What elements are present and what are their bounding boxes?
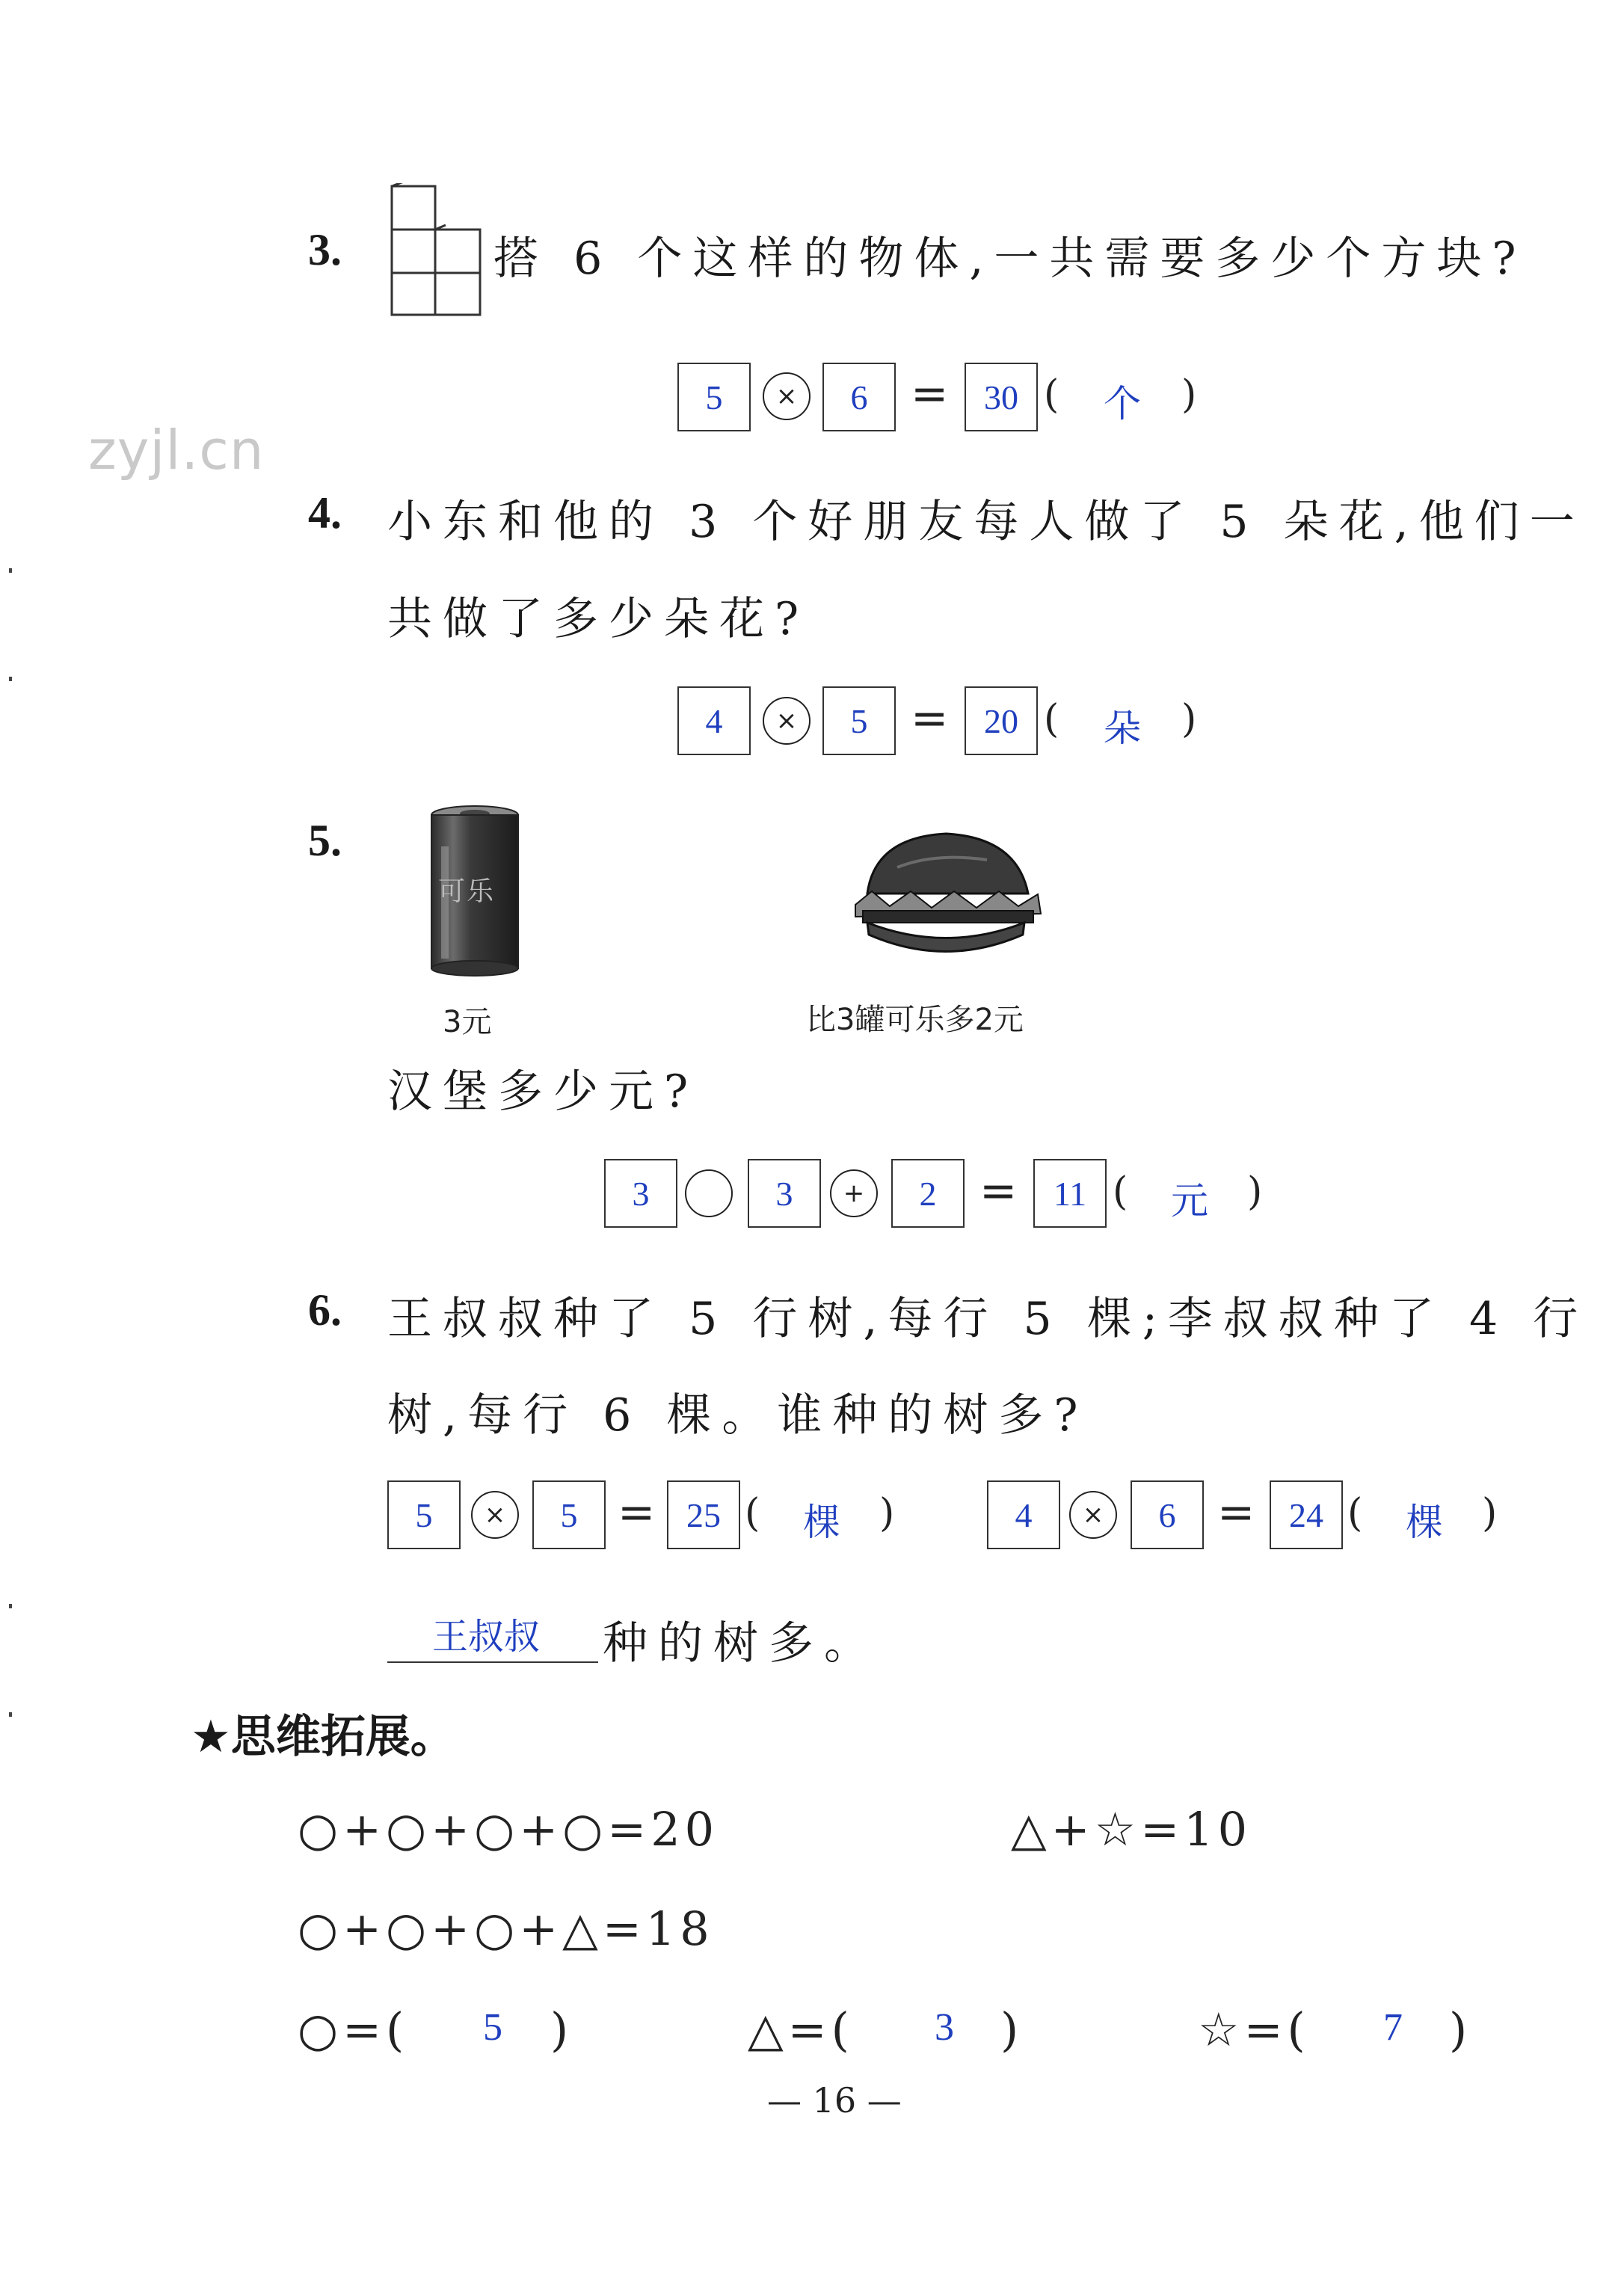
close-paren: ) [1181, 697, 1197, 742]
unit-answer[interactable]: 个 [1104, 382, 1141, 425]
page-number: — 16 — [767, 2080, 902, 2121]
result-box[interactable]: 30 [965, 363, 1038, 431]
question-text: 汉堡多少元? [387, 1065, 699, 1118]
close-paren: ) [879, 1491, 895, 1536]
times-operator-icon: × [763, 697, 811, 745]
close-paren: ) [1247, 1169, 1263, 1214]
question-number: 6. [308, 1285, 342, 1335]
result-box[interactable]: 25 [667, 1480, 740, 1549]
question-number: 3. [308, 225, 342, 274]
circle-answer-value[interactable]: 5 [483, 2006, 502, 2049]
cube-stack-figure [389, 183, 486, 318]
cola-price-caption: 3元 [443, 1005, 492, 1039]
star-answer-value[interactable]: 7 [1383, 2006, 1403, 2049]
question-text-line-1: 小东和他的 3 个好朋友每人做了 5 朵花,他们一 [387, 496, 1585, 548]
close-paren: ) [1449, 2002, 1472, 2057]
unit-answer[interactable]: 朵 [1104, 707, 1141, 750]
section-title: ★思维拓展。 [191, 1711, 455, 1763]
times-operator-icon: × [1069, 1491, 1117, 1539]
triangle-answer-value[interactable]: 3 [935, 2006, 954, 2049]
close-paren: ) [1181, 372, 1197, 417]
watermark: zyjl.cn [88, 419, 265, 482]
equals-sign: = [911, 692, 949, 745]
answer-box[interactable]: 4 [677, 686, 751, 755]
result-box[interactable]: 24 [1270, 1480, 1343, 1549]
scan-speck [9, 1712, 12, 1717]
plus-operator-icon: + [830, 1169, 878, 1217]
open-paren: ( [1347, 1491, 1363, 1536]
question-text: 搭 6 个这样的物体,一共需要多少个方块? [493, 233, 1527, 285]
scan-speck [9, 1604, 12, 1608]
equals-sign: = [618, 1486, 656, 1539]
open-paren: ( [1113, 1169, 1128, 1214]
scan-speck [9, 568, 12, 573]
answer-box[interactable]: 6 [1131, 1480, 1204, 1549]
answer-box[interactable]: 4 [987, 1480, 1060, 1549]
cola-can-image [419, 802, 531, 981]
question-number: 5. [308, 816, 342, 865]
star-answer-label: ☆=( [1198, 2002, 1310, 2057]
fill-in-blank-line[interactable] [387, 1661, 598, 1663]
scan-speck [9, 677, 12, 681]
answer-box[interactable]: 5 [677, 363, 751, 431]
answer-box[interactable]: 2 [891, 1159, 965, 1228]
equals-sign: = [979, 1165, 1018, 1217]
equals-sign: = [1217, 1486, 1255, 1539]
answer-box[interactable]: 5 [532, 1480, 606, 1549]
question-text-line-2: 树,每行 6 棵。谁种的树多? [387, 1389, 1089, 1442]
triangle-answer-label: △=( [748, 2002, 854, 2057]
can-label: 可乐 [438, 876, 496, 907]
result-box[interactable]: 20 [965, 686, 1038, 755]
fill-in-suffix: 种的树多。 [603, 1617, 879, 1670]
question-text-line-2: 共做了多少朵花? [387, 593, 810, 645]
answer-box[interactable]: 6 [822, 363, 896, 431]
equation-1: ○+○+○+○=20 [298, 1802, 719, 1857]
close-paren: ) [1482, 1491, 1498, 1536]
open-paren: ( [1044, 697, 1059, 742]
times-operator-icon [685, 1169, 733, 1217]
answer-box[interactable]: 3 [604, 1159, 677, 1228]
times-operator-icon: × [763, 372, 811, 420]
answer-box[interactable]: 5 [822, 686, 896, 755]
unit-answer[interactable]: 棵 [803, 1501, 840, 1544]
fill-in-answer[interactable]: 王叔叔 [432, 1616, 541, 1658]
question-text-line-1: 王叔叔种了 5 行树,每行 5 棵;李叔叔种了 4 行 [387, 1293, 1589, 1345]
unit-answer[interactable]: 棵 [1406, 1501, 1443, 1544]
close-paren: ) [550, 2002, 573, 2057]
answer-box[interactable]: 3 [748, 1159, 821, 1228]
open-paren: ( [1044, 372, 1059, 417]
burger-price-caption: 比3罐可乐多2元 [806, 1003, 1024, 1037]
equation-3: ○+○+○+△=18 [298, 1901, 714, 1956]
answer-box[interactable]: 5 [387, 1480, 461, 1549]
equation-2: △+☆=10 [1011, 1802, 1252, 1857]
result-box[interactable]: 11 [1033, 1159, 1107, 1228]
circle-answer-label: ○=( [298, 2002, 409, 2057]
hamburger-image [845, 822, 1047, 972]
question-number: 4. [308, 488, 342, 538]
unit-answer[interactable]: 元 [1171, 1179, 1208, 1223]
close-paren: ) [1000, 2002, 1024, 2057]
open-paren: ( [745, 1491, 760, 1536]
equals-sign: = [911, 368, 949, 420]
times-operator-icon: × [471, 1491, 519, 1539]
